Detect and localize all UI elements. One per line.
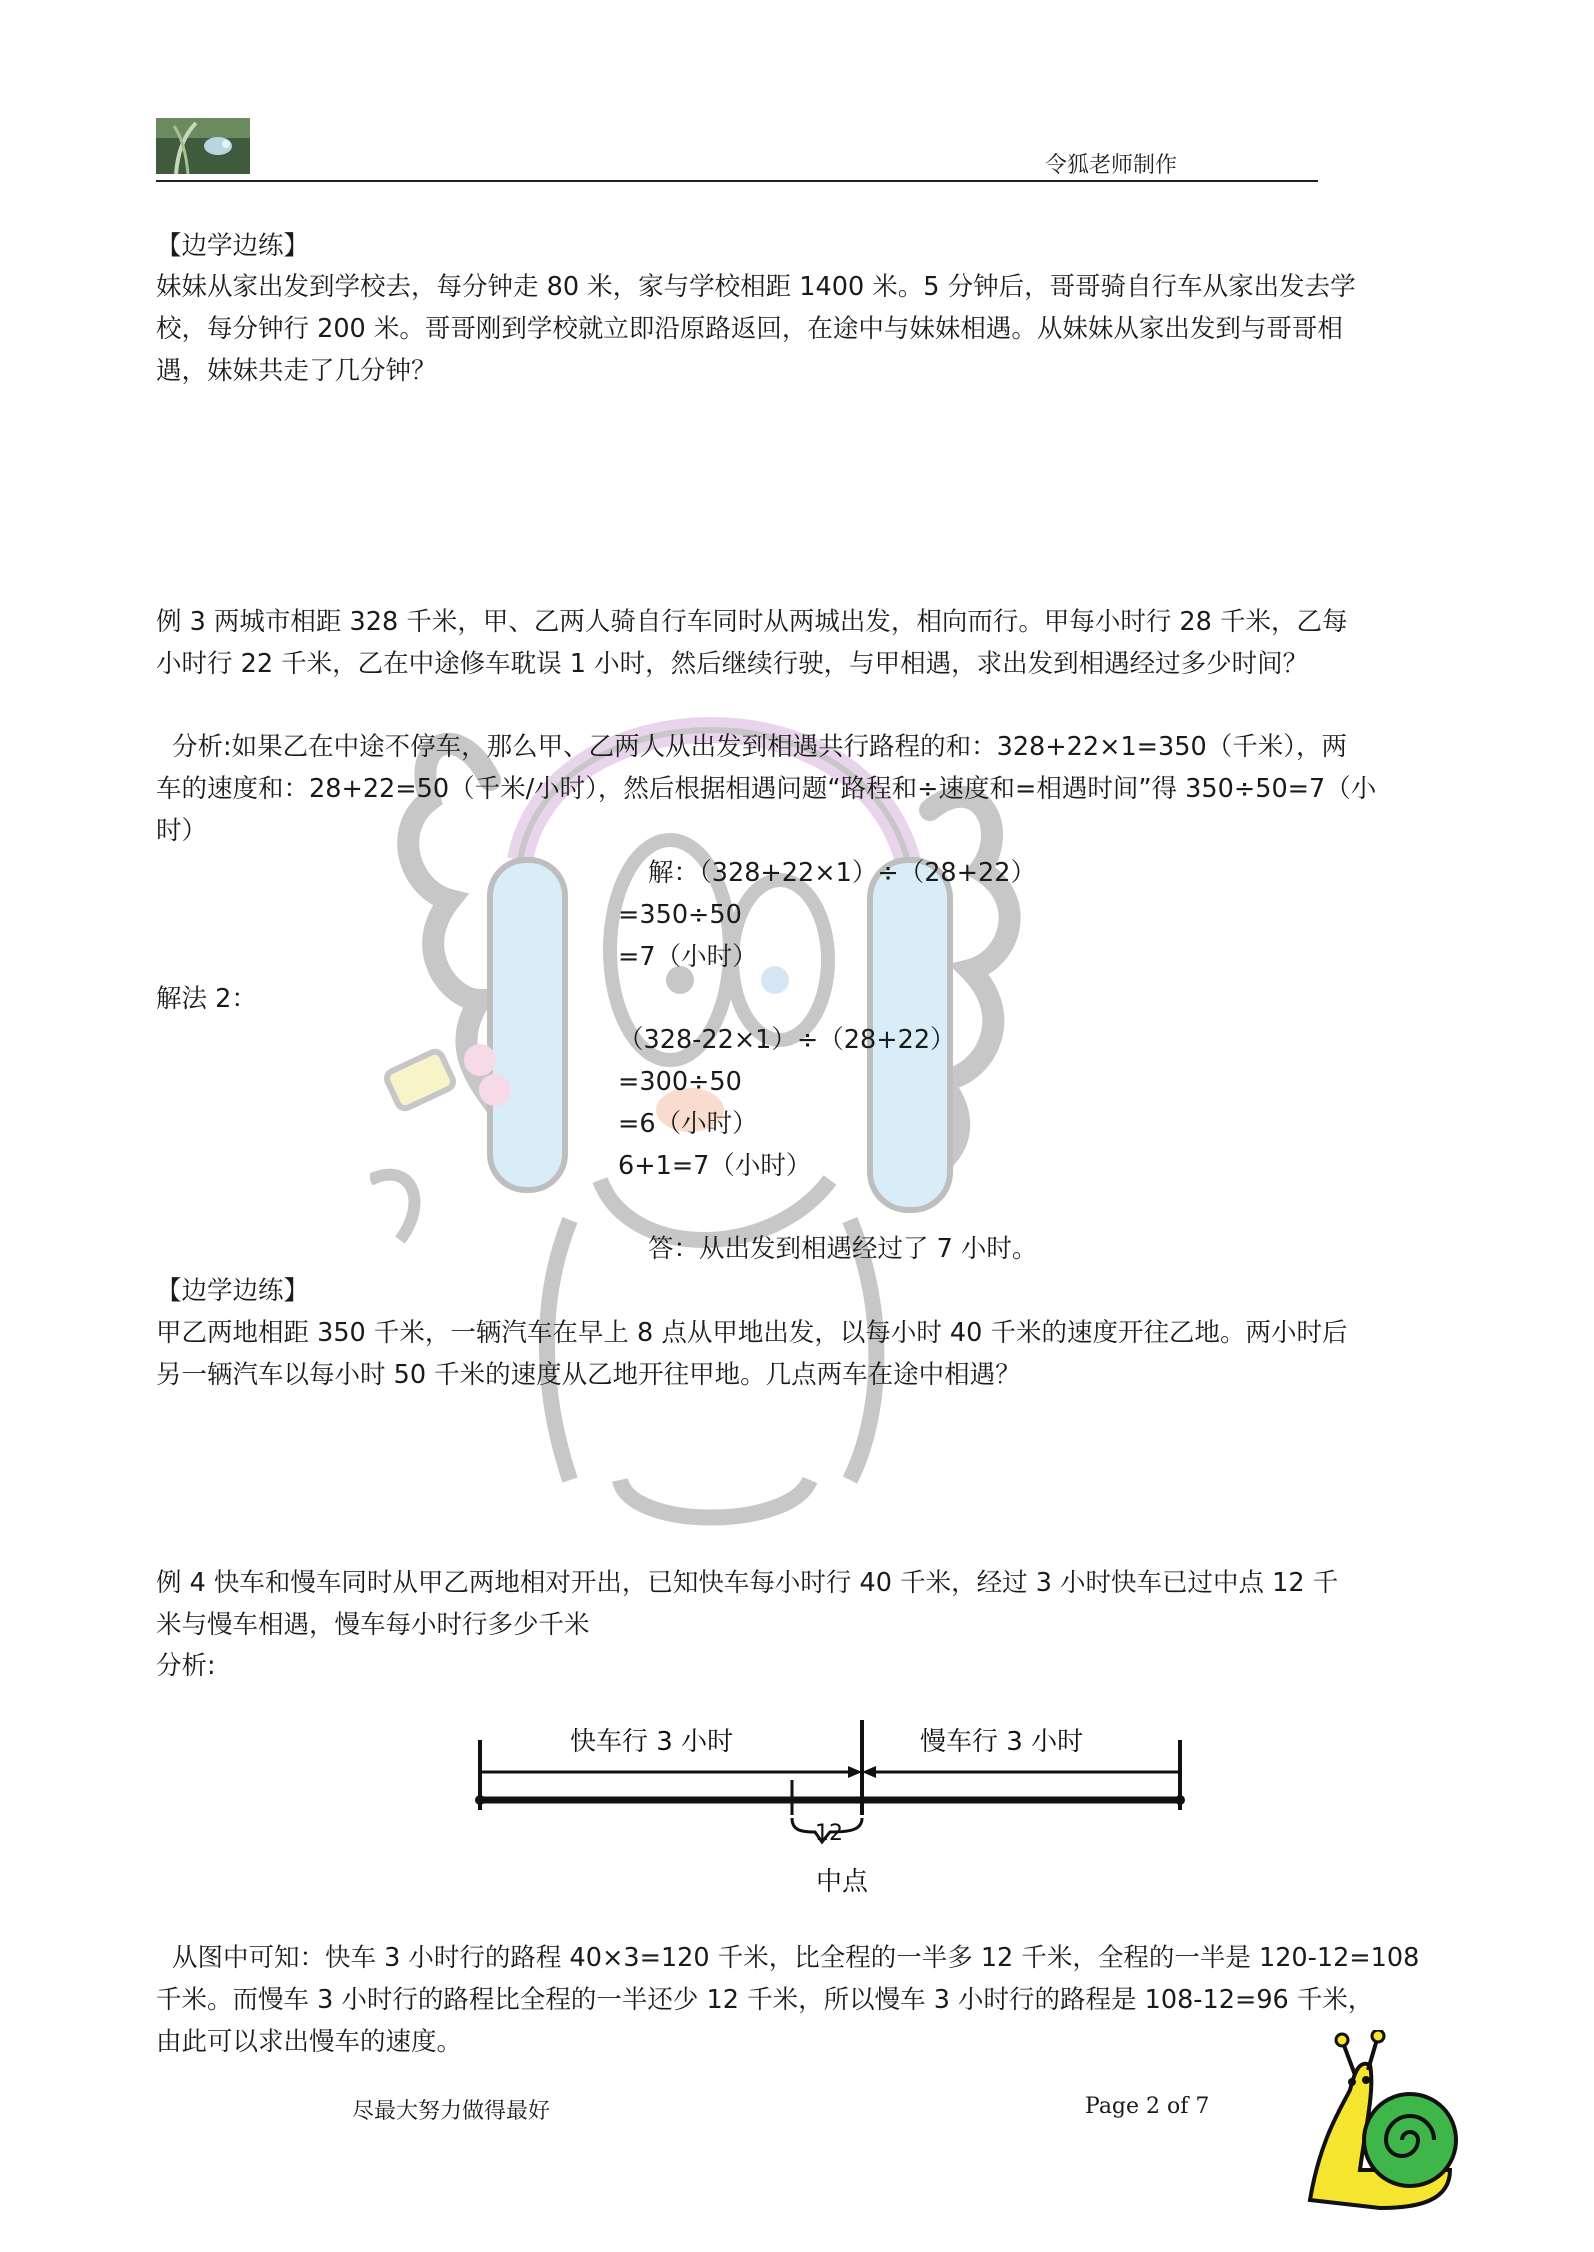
example4-line-1: 例 4 快车和慢车同时从甲乙两地相对开出，已知快车每小时行 40 千米，经过 3 小时快车已过中点 12 千 bbox=[156, 1568, 1339, 1598]
example3-line-1: 例 3 两城市相距 328 千米，甲、乙两人骑自行车同时从两城出发，相向而行。甲每小时行 28 千米，乙每 bbox=[156, 607, 1348, 637]
example3-analysis-line-2: 车的速度和：28+22=50（千米/小时），然后根据相遇问题“路程和÷速度和=相遇时间”得 350÷50=7（小 bbox=[156, 774, 1377, 804]
practice-2-line-2: 另一辆汽车以每小时 50 千米的速度从乙地开往甲地。几点两车在途中相遇？ bbox=[156, 1360, 1021, 1390]
example3-analysis-line-3: 时） bbox=[156, 816, 208, 846]
diagram-right-arrowhead bbox=[862, 1766, 876, 1778]
example4-conclusion-line-1: 从图中可知：快车 3 小时行的路程 40×3=120 千米，比全程的一半多 12 千米，全程的一半是 120-12=108 bbox=[172, 1943, 1420, 1973]
solution2-line-2: =300÷50 bbox=[618, 1067, 742, 1097]
diagram-fast-label: 快车行 3 小时 bbox=[570, 1727, 734, 1757]
method2-label: 解法 2： bbox=[156, 984, 257, 1014]
practice-title-2: 【边学边练】 bbox=[156, 1276, 310, 1306]
diagram-end-dot bbox=[1175, 1795, 1185, 1805]
diagram-midpoint-label: 中点 bbox=[816, 1867, 869, 1897]
example3-line-2: 小时行 22 千米，乙在中途修车耽误 1 小时，然后继续行驶，与甲相遇，求出发到相遇经过多少时间？ bbox=[156, 649, 1309, 679]
practice-1-line-2: 校，每分钟行 200 米。哥哥刚到学校就立即沿原路返回，在途中与妹妹相遇。从妹妹从家出发到与哥哥相 bbox=[156, 314, 1343, 344]
practice-1-line-1: 妹妹从家出发到学校去，每分钟走 80 米，家与学校相距 1400 米。5 分钟后，哥哥骑自行车从家出发去学 bbox=[156, 272, 1356, 302]
snail-mascot-image bbox=[1300, 2030, 1460, 2210]
example4-line-2: 米与慢车相遇，慢车每小时行多少千米 bbox=[156, 1610, 590, 1640]
solution1-line-3: =7（小时） bbox=[618, 942, 758, 972]
practice-1-line-3: 遇，妹妹共走了几分钟？ bbox=[156, 356, 437, 386]
diagram-gap-label: 12 bbox=[815, 1821, 843, 1846]
header-logo-image bbox=[156, 118, 250, 174]
diagram-slow-label: 慢车行 3 小时 bbox=[920, 1727, 1084, 1757]
example4-conclusion-line-2: 千米。而慢车 3 小时行的路程比全程的一半还少 12 千米，所以慢车 3 小时行的路程是 108-12=96 千米， bbox=[156, 1985, 1374, 2015]
segment-diagram bbox=[470, 1700, 1200, 1910]
solution1-line-2: =350÷50 bbox=[618, 900, 742, 930]
solution1-line-1: 解：（328+22×1）÷（28+22） bbox=[648, 858, 1036, 888]
example4-conclusion-line-3: 由此可以求出慢车的速度。 bbox=[156, 2027, 463, 2057]
solution2-line-1: （328-22×1）÷（28+22） bbox=[618, 1025, 956, 1055]
footer-motto: 尽最大努力做得最好 bbox=[352, 2099, 551, 2124]
example4-analysis-label: 分析: bbox=[156, 1651, 216, 1681]
solution2-line-3: =6（小时） bbox=[618, 1109, 758, 1139]
example3-answer: 答：从出发到相遇经过了 7 小时。 bbox=[648, 1234, 1038, 1264]
solution2-line-4: 6+1=7（小时） bbox=[618, 1151, 812, 1181]
diagram-left-arrowhead bbox=[848, 1766, 862, 1778]
footer-page-number: Page 2 of 7 bbox=[1085, 2094, 1210, 2119]
practice-title-1: 【边学边练】 bbox=[156, 231, 310, 261]
header-author: 令狐老师制作 bbox=[1045, 153, 1178, 178]
example3-analysis-line-1: 分析:如果乙在中途不停车，那么甲、乙两人从出发到相遇共行路程的和：328+22×1=350（千米），两 bbox=[172, 732, 1347, 762]
diagram-start-dot bbox=[475, 1795, 485, 1805]
practice-2-line-1: 甲乙两地相距 350 千米，一辆汽车在早上 8 点从甲地出发，以每小时 40 千米的速度开往乙地。两小时后 bbox=[156, 1318, 1348, 1348]
header-rule bbox=[156, 180, 1318, 182]
